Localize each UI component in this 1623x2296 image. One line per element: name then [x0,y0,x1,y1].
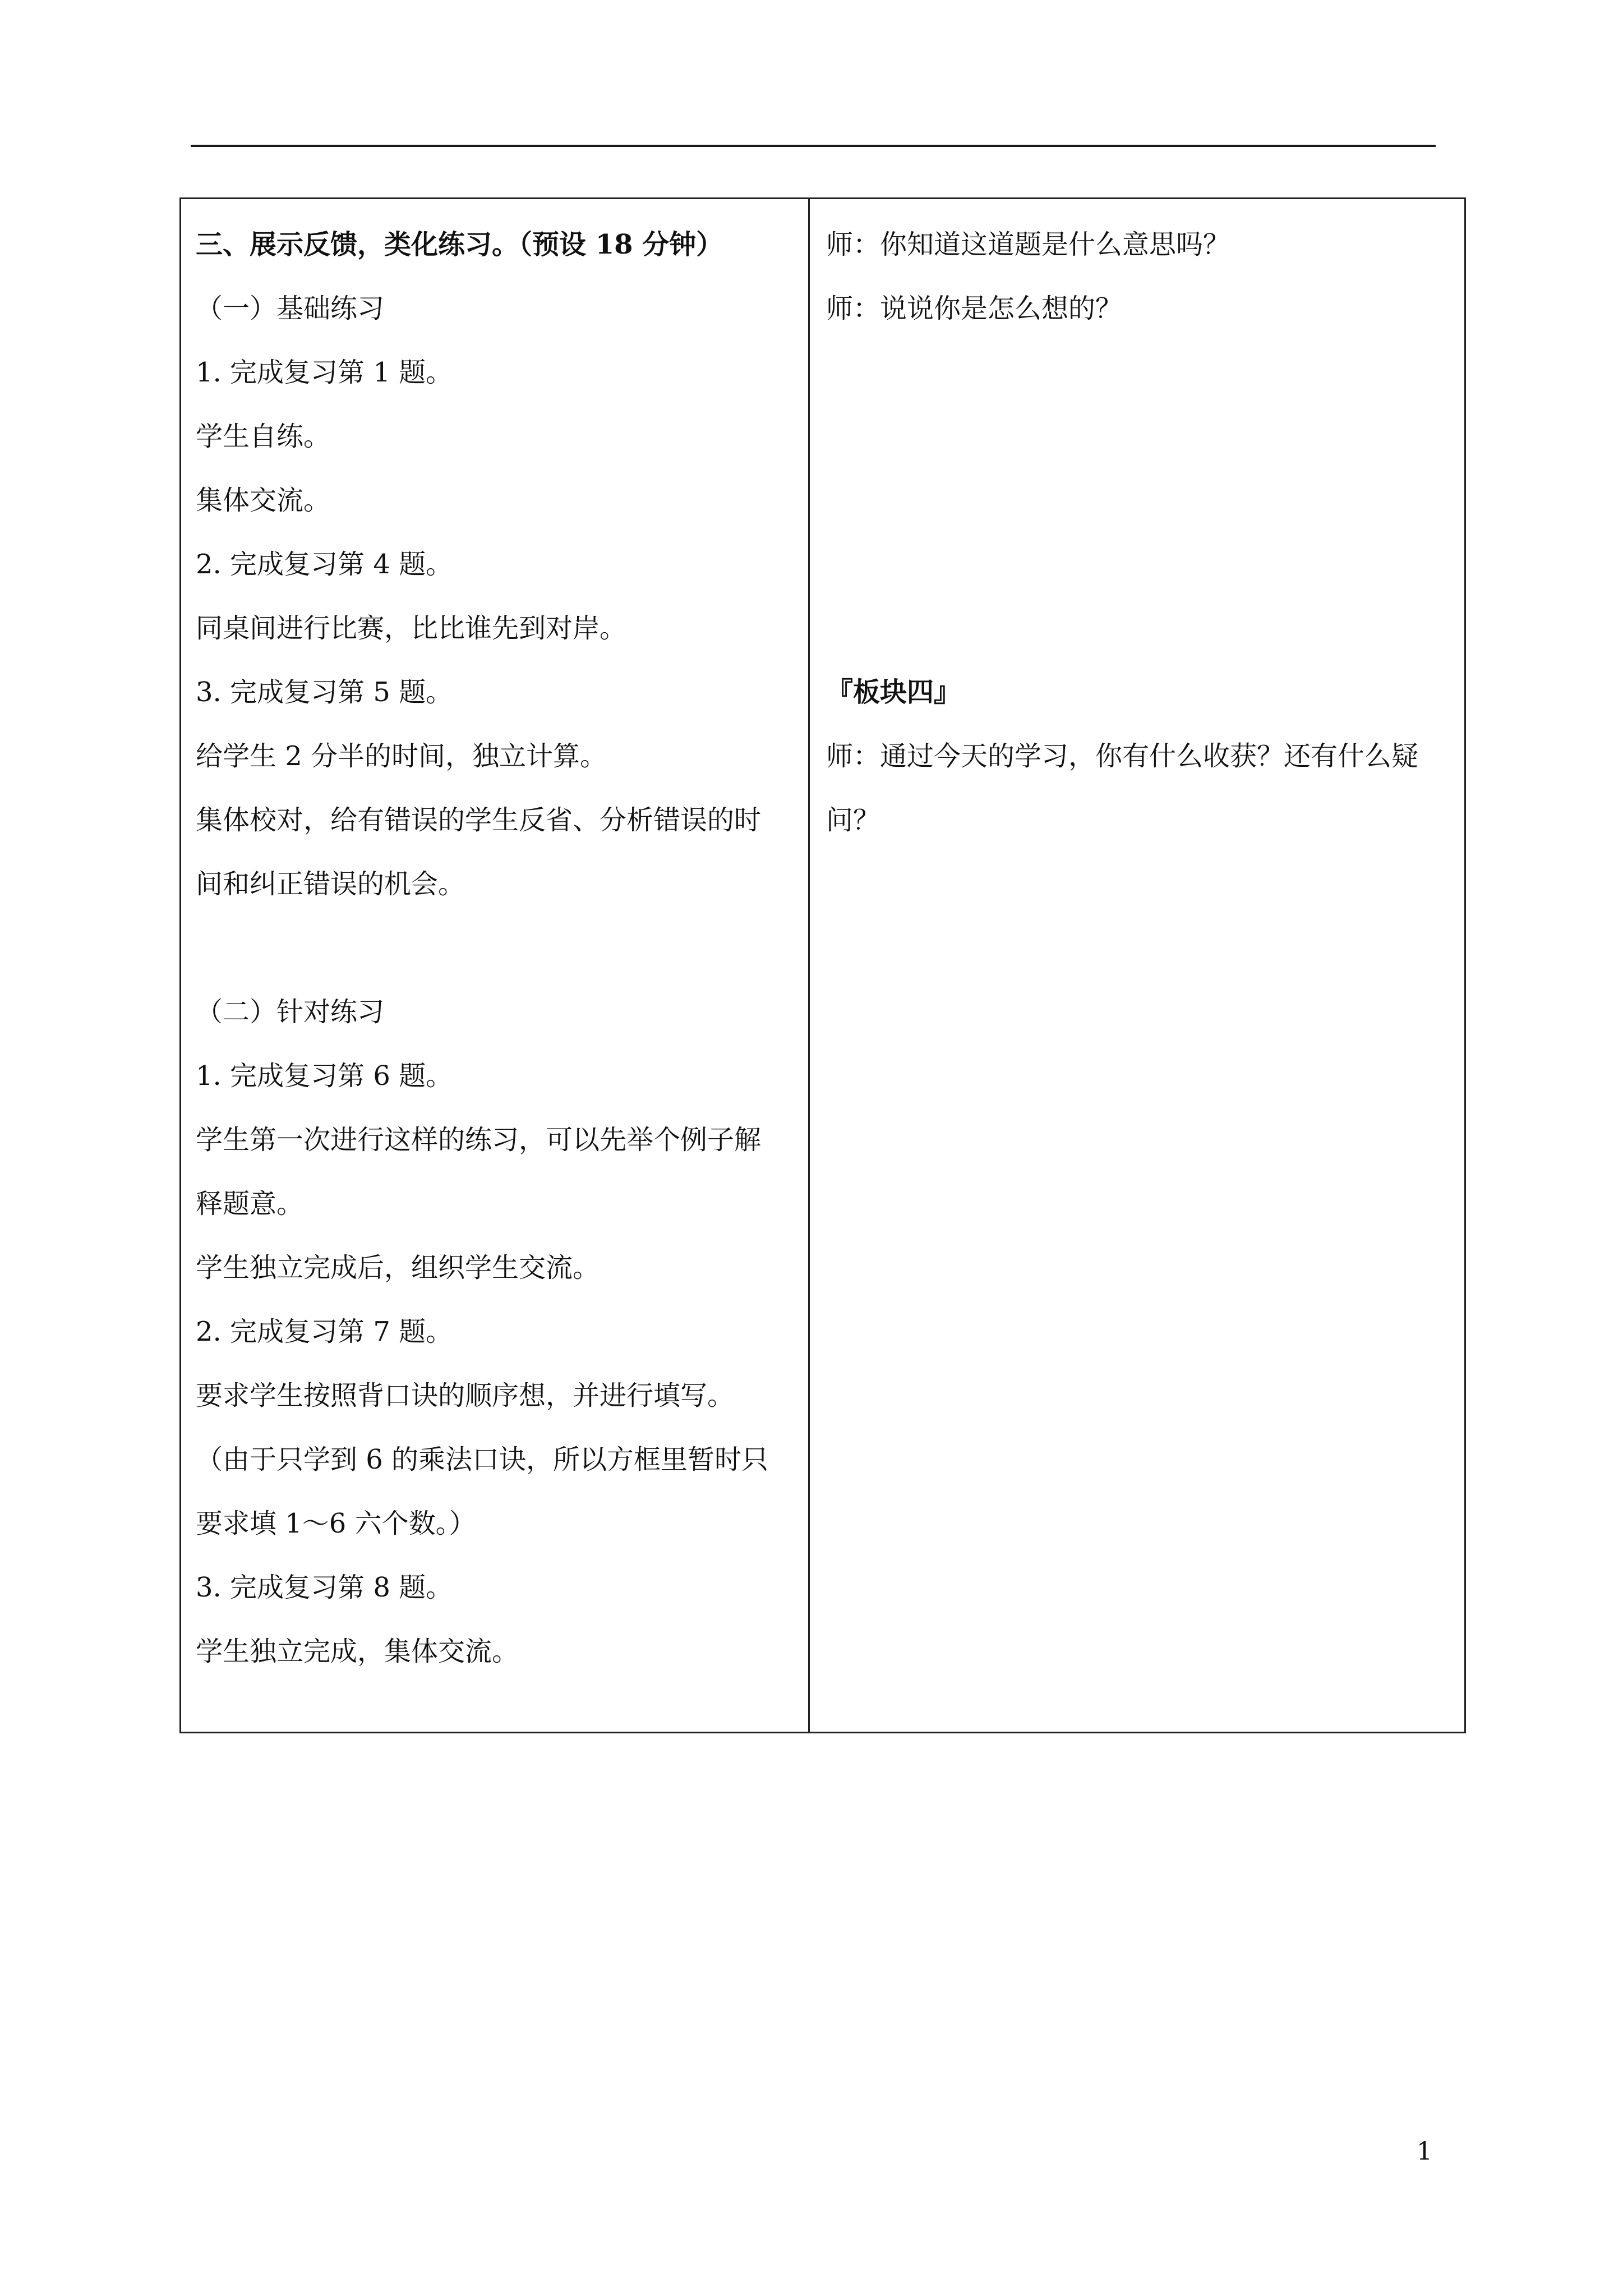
blank-line [826,404,1454,468]
process-text-line: 1. 完成复习第 6 题。 [196,1060,453,1092]
process-text-line: 3. 完成复习第 5 题。 [196,677,453,708]
blank-line [196,916,796,980]
blank-line [826,468,1454,532]
teacher-note-line: 『板块四』 [826,677,961,708]
process-text-line: 要求学生按照背口诀的顺序想，并进行填写。 [196,1380,735,1411]
process-text-line: 2. 完成复习第 7 题。 [196,1316,453,1347]
process-text-line: 1. 完成复习第 1 题。 [196,357,453,388]
column-divider [808,199,810,1732]
teaching-process-column [196,213,796,1683]
process-text-line: 给学生 2 分半的时间，独立计算。 [196,740,607,772]
header-rule [191,145,1436,147]
process-text-line: （二）针对练习 [196,996,385,1028]
process-text-line: 同桌间进行比赛，比比谁先到对岸。 [196,613,627,644]
process-text-line: 2. 完成复习第 4 题。 [196,549,453,580]
process-text-line: 学生独立完成，集体交流。 [196,1636,519,1667]
process-text-line: 集体交流。 [196,485,331,516]
teacher-note-line: 师：你知道这道题是什么意思吗？ [826,229,1230,260]
process-text-line: 集体校对，给有错误的学生反省、分析错误的时 [196,804,762,836]
blank-line [826,596,1454,660]
process-text-line: 释题意。 [196,1188,304,1220]
process-text-line: 三、展示反馈，类化练习。（预设 18 分钟） [196,229,723,260]
process-text-line: （由于只学到 6 的乘法口诀，所以方框里暂时只 [196,1444,769,1475]
process-text-line: 学生第一次进行这样的练习，可以先举个例子解 [196,1124,762,1156]
process-text-line: 学生独立完成后，组织学生交流。 [196,1252,600,1283]
process-text-line: 要求填 1～6 六个数。） [196,1508,476,1539]
process-text-line: 学生自练。 [196,421,331,452]
blank-line [826,532,1454,596]
teacher-note-line: 师：通过今天的学习，你有什么收获？还有什么疑 [826,740,1419,772]
page-number: 1 [1417,2137,1432,2166]
process-text-line: （一）基础练习 [196,293,385,324]
process-text-line: 间和纠正错误的机会。 [196,868,465,900]
blank-line [826,341,1454,404]
teacher-note-line: 师：说说你是怎么想的？ [826,293,1123,324]
teacher-note-line: 问？ [826,804,880,836]
lesson-plan-table [179,197,1466,1733]
process-text-line: 3. 完成复习第 8 题。 [196,1572,453,1603]
teacher-notes-column [826,213,1454,852]
